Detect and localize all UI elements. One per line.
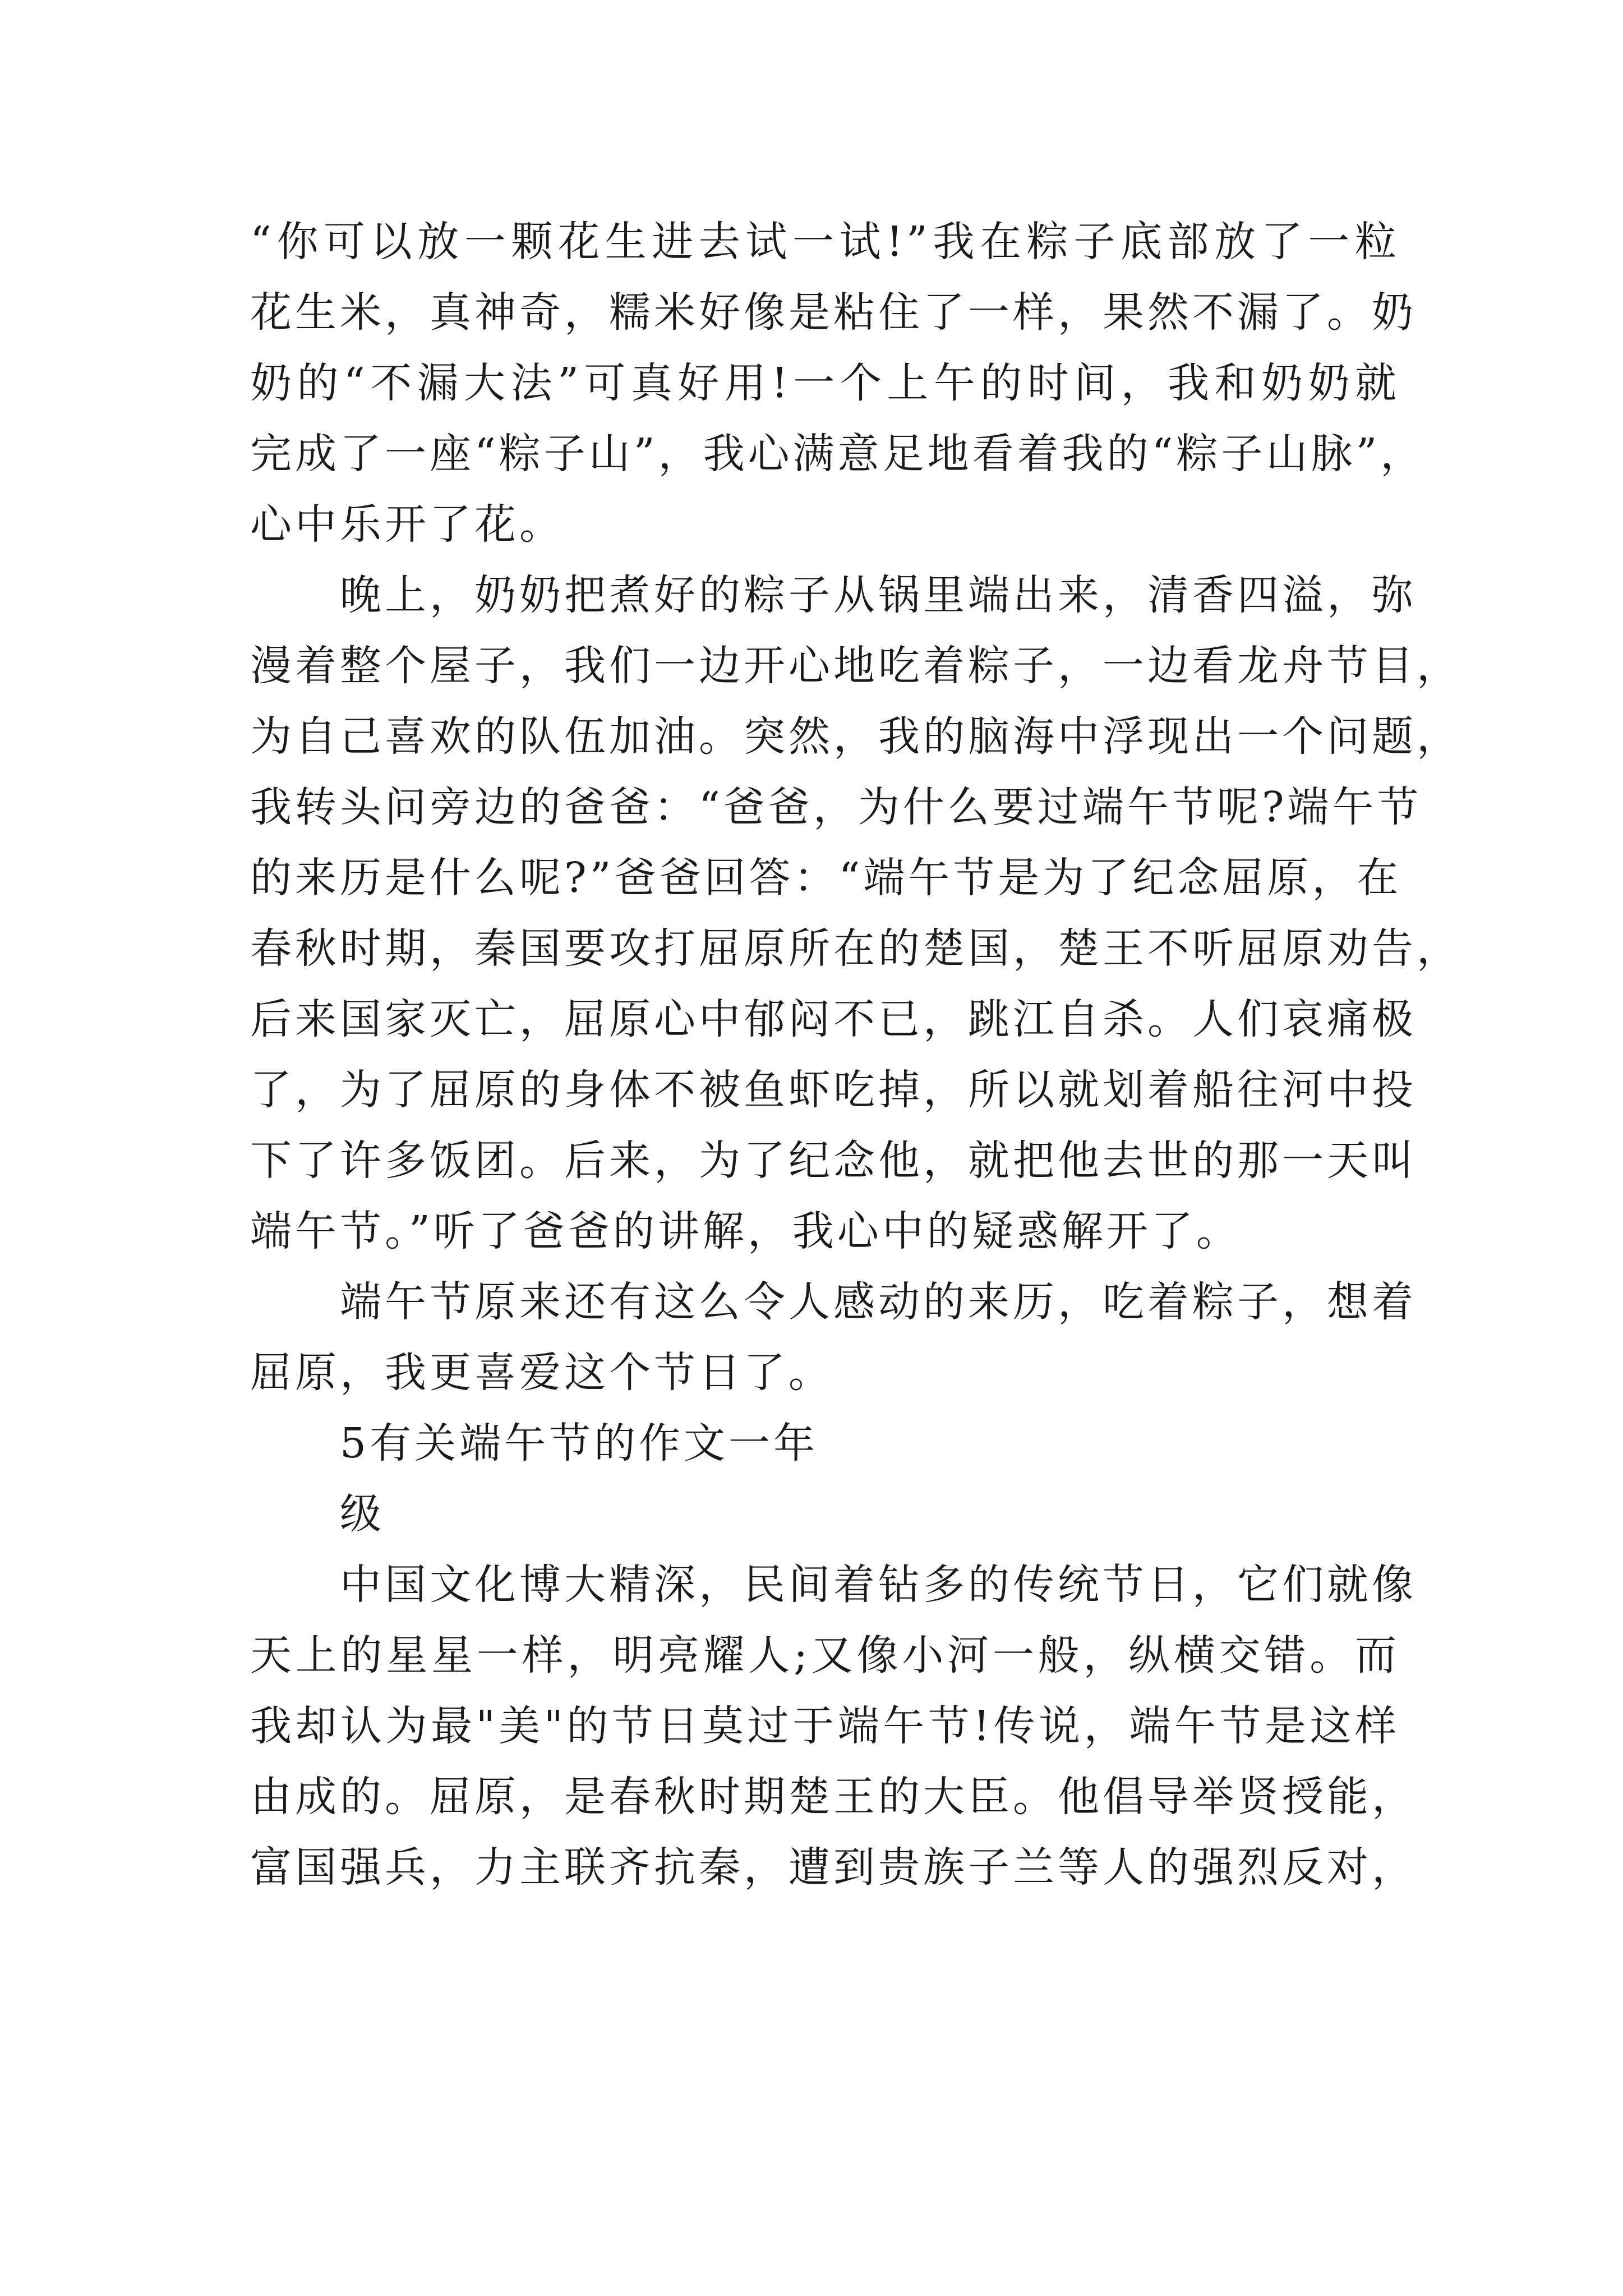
text-line: 天上的星星一样，明亮耀人;又像小河一般，纵横交错。而 [250,1631,1400,1680]
text-line: 后来国家灭亡，屈原心中郁闷不已，跳江自杀。人们哀痛极 [250,995,1417,1043]
body-text [250,206,1461,1903]
text-line: 中国文化博大精深，民间着钻多的传统节日，它们就像 [340,1561,1417,1609]
text-line: 奶的“不漏大法”可真好用!一个上午的时间，我和奶奶就 [250,359,1400,407]
text-line: 富国强兵，力主联齐抗秦，遭到贵族子兰等人的强烈反对， [250,1843,1417,1892]
text-line: 端午节原来还有这么令人感动的来历，吃着粽子，想着 [340,1278,1417,1326]
text-line: 的来历是什么呢?”爸爸回答：“端午节是为了纪念屈原，在 [250,854,1402,902]
text-line: “你可以放一颗花生进去试一试!”我在粽子底部放了一粒 [250,218,1400,266]
text-line: 屈原，我更喜爱这个节日了。 [250,1349,833,1397]
text-line: 晚上，奶奶把煮好的粽子从锅里端出来，清香四溢，弥 [340,571,1417,619]
section-heading-continued: 级 [340,1490,385,1538]
text-line: 下了许多饭团。后来，为了纪念他，就把他去世的那一天叫 [250,1137,1417,1185]
text-line: 我却认为最"美"的节日莫过于端午节!传说，端午节是这样 [250,1702,1400,1750]
text-line: 漫着整个屋子，我们一边开心地吃着粽子，一边看龙舟节目， [250,642,1461,690]
section-heading: 5有关端午节的作文一年 [340,1419,819,1467]
text-line: 端午节。”听了爸爸的讲解，我心中的疑惑解开了。 [250,1207,1241,1255]
text-line: 由成的。屈原，是春秋时期楚王的大臣。他倡导举贤授能， [250,1773,1417,1821]
text-line: 花生米，真神奇，糯米好像是粘住了一样，果然不漏了。奶 [250,288,1417,337]
text-line: 了，为了屈原的身体不被鱼虾吃掉，所以就划着船往河中投 [250,1066,1417,1114]
text-line: 为自己喜欢的队伍加油。突然，我的脑海中浮现出一个问题， [250,712,1461,761]
text-line: 心中乐开了花。 [250,500,564,549]
text-line: 完成了一座“粽子山”，我心满意足地看着我的“粽子山脉”， [250,430,1426,478]
text-line: 我转头问旁边的爸爸：“爸爸，为什么要过端午节呢?端午节 [250,783,1422,831]
text-line: 春秋时期，秦国要攻打屈原所在的楚国，楚王不听屈原劝告， [250,924,1461,973]
